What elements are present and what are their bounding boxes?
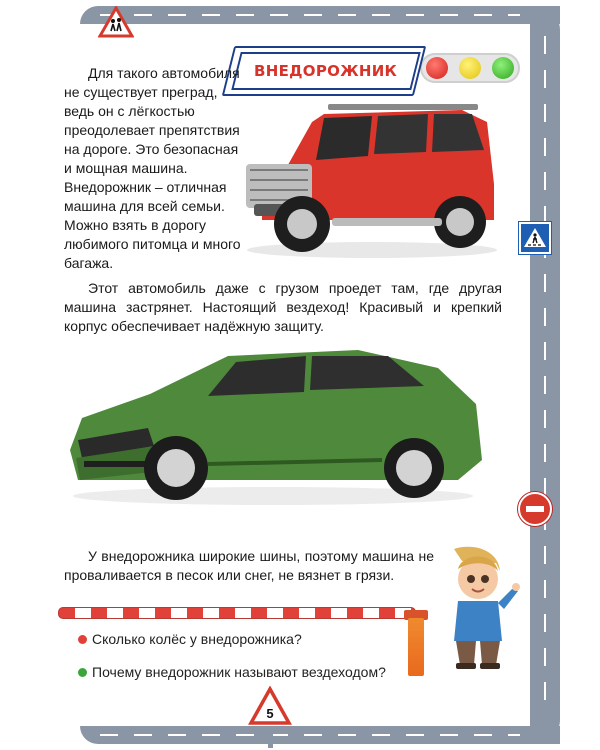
green-light	[492, 57, 514, 79]
children-crossing-icon	[98, 6, 134, 38]
page-title: ВНЕДОРОЖНИК	[254, 62, 398, 80]
question-text: Почему внедорожник называют вездеходом?	[92, 664, 386, 680]
red-bullet-icon	[78, 635, 87, 644]
sign-post	[268, 726, 273, 748]
traffic-light-icon	[420, 53, 520, 83]
paragraph-3: У внедорожника широкие шины, поэтому машина не проваливается в песок или снег, не вязнет в грязи.	[64, 548, 434, 583]
intro-text: Для такого автомобиля не существует преград, ведь он с лёгкостью преодолевает препятствия на дороге. Это безопасная и мощная машина. Внедорожник – отличная машина для всей семьи. Можно взять в дорогу любимого питомца и много багажа.	[64, 65, 241, 271]
green-bullet-icon	[78, 668, 87, 677]
green-suv-image	[58, 340, 488, 508]
paragraph-2: Этот автомобиль даже с грузом проедет там, где другая машина застрянет. Настоящий вездеход! Красивый и крепкий корпус обеспечивает надёжную защиту.	[64, 280, 502, 334]
boy-character-image	[432, 545, 524, 670]
yellow-light	[459, 57, 481, 79]
question-text: Сколько колёс у внедорожника?	[92, 631, 302, 647]
no-entry-icon	[518, 492, 552, 526]
question-item	[92, 663, 412, 682]
title-banner	[231, 52, 420, 90]
road-bottom	[80, 726, 560, 744]
page-number: 5	[266, 706, 274, 721]
red-light	[426, 57, 448, 79]
striped-barrier	[58, 607, 416, 619]
red-suv-image	[232, 92, 502, 262]
road-right	[530, 6, 560, 744]
question-item	[92, 630, 412, 649]
road-top	[80, 6, 560, 24]
pedestrian-crossing-icon	[519, 222, 551, 254]
